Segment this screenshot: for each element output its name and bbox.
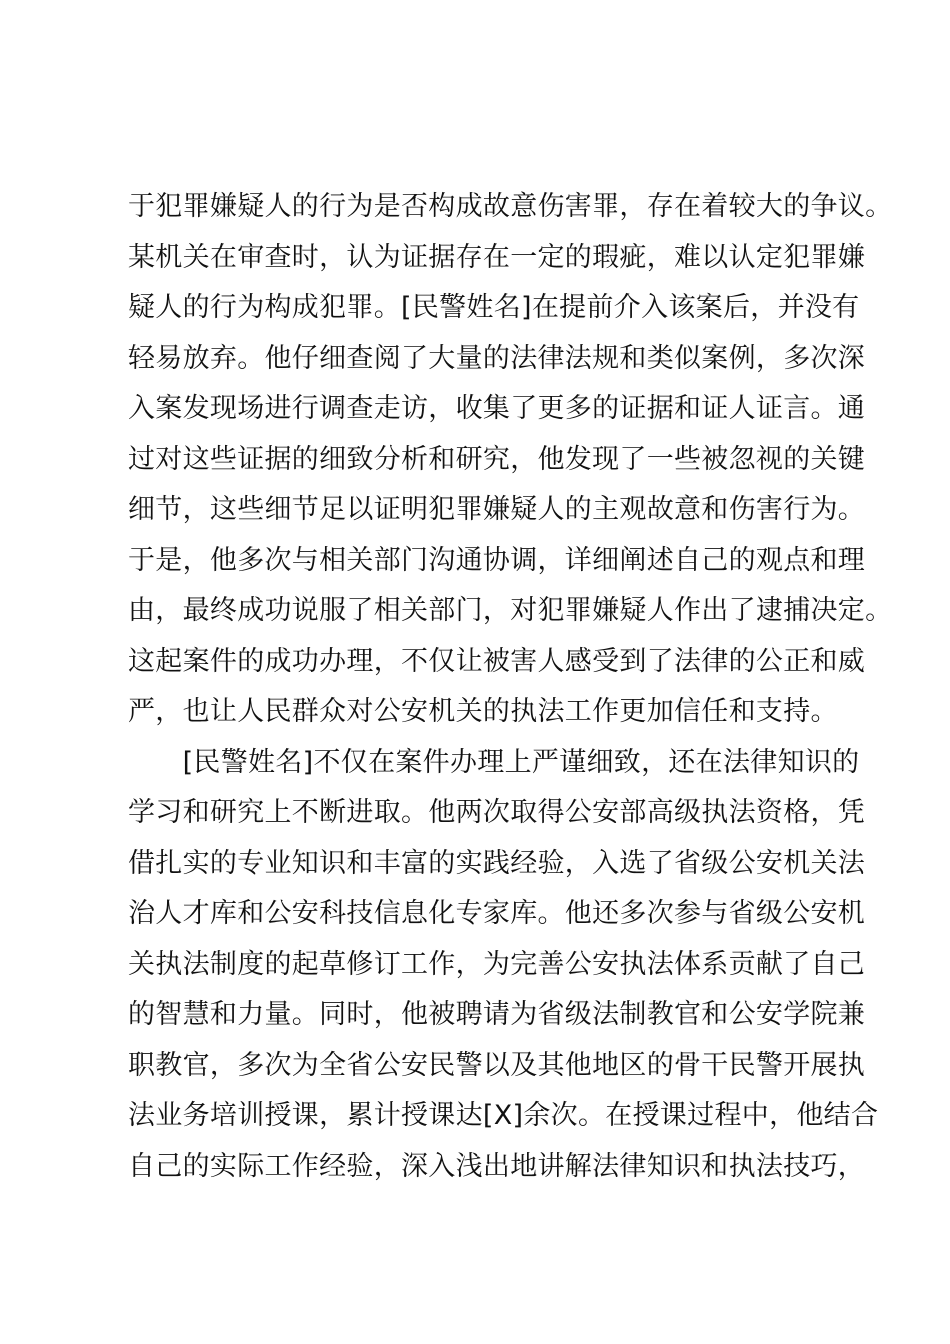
text-line: 严，也让人民群众对公安机关的执法工作更加信任和支持。 xyxy=(128,696,838,727)
text-line: 自己的实际工作经验，深入浅出地讲解法律知识和执法技巧， xyxy=(128,1150,866,1182)
text-line: 轻易放弃。他仔细查阅了大量的法律法规和类似案例，多次深 xyxy=(128,342,866,374)
text-line: 于犯罪嫌疑人的行为是否构成故意伤害罪，存在着较大的争议。 xyxy=(128,191,893,222)
text-line: 于是，他多次与相关部门沟通协调，详细阐述自己的观点和理 xyxy=(128,544,866,576)
text-line: 法业务培训授课，累计授课达[X]余次。在授课过程中，他结合 xyxy=(128,1100,879,1131)
text-line: 学习和研究上不断进取。他两次取得公安部高级执法资格，凭 xyxy=(128,797,866,828)
paragraph-start-line: [民警姓名]不仅在案件办理上严谨细致，还在法律知识的 xyxy=(128,746,860,778)
text-line: 关执法制度的起草修订工作，为完善公安执法体系贡献了自己 xyxy=(128,948,866,980)
text-line: 某机关在审查时，认为证据存在一定的瑕疵，难以认定犯罪嫌 xyxy=(128,241,866,273)
text-line: 职教官，多次为全省公安民警以及其他地区的骨干民警开展执 xyxy=(128,1049,866,1081)
text-line: 疑人的行为构成犯罪。[民警姓名]在提前介入该案后，并没有 xyxy=(128,292,860,323)
text-line: 借扎实的专业知识和丰富的实践经验，入选了省级公安机关法 xyxy=(128,847,866,879)
text-line: 细节，这些细节足以证明犯罪嫌疑人的主观故意和伤害行为。 xyxy=(128,494,866,525)
text-line: 的智慧和力量。同时，他被聘请为省级法制教官和公安学院兼 xyxy=(128,999,866,1030)
text-line: 治人才库和公安科技信息化专家库。他还多次参与省级公安机 xyxy=(128,898,866,929)
text-line: 入案发现场进行调查走访，收集了更多的证据和证人证言。通 xyxy=(128,393,866,424)
text-line: 过对这些证据的细致分析和研究，他发现了一些被忽视的关键 xyxy=(128,443,866,475)
text-line: 由，最终成功说服了相关部门，对犯罪嫌疑人作出了逮捕决定。 xyxy=(128,595,893,626)
text-line: 这起案件的成功办理，不仅让被害人感受到了法律的公正和威 xyxy=(128,645,866,677)
body-text xyxy=(128,182,893,1192)
